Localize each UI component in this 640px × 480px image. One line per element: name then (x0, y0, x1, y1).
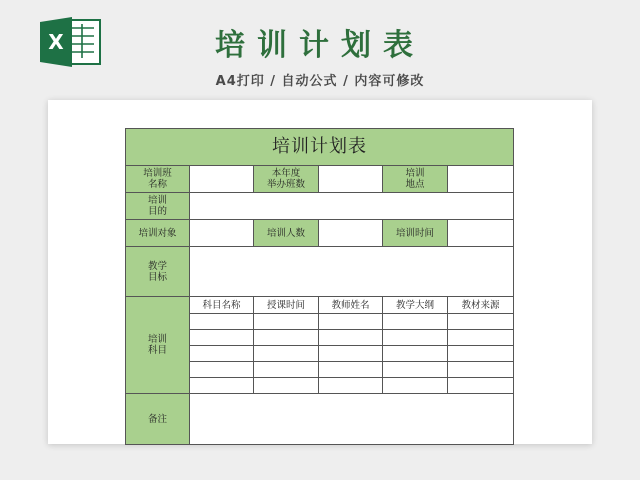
training-purpose-label-line1: 培训 (147, 195, 167, 206)
teaching-goal-label-line2: 目标 (147, 271, 167, 283)
subject-cell[interactable] (383, 362, 448, 378)
subject-cell[interactable] (254, 314, 319, 330)
excel-logo-icon (36, 14, 104, 70)
subject-cell[interactable] (319, 346, 383, 362)
lecture-time-header: 授课时间 (254, 297, 319, 314)
class-name-label (126, 166, 190, 193)
syllabus-header: 教学大纲 (383, 297, 448, 314)
subject-cell[interactable] (448, 330, 514, 346)
subject-cell[interactable] (190, 330, 254, 346)
annual-classes-label-line1: 本年度 (271, 168, 301, 179)
trainee-count-field[interactable] (319, 220, 383, 247)
teaching-goal-label-line1: 教学 (147, 260, 167, 272)
document-page (48, 100, 592, 444)
training-purpose-field[interactable] (190, 193, 514, 220)
material-source-header: 教材来源 (448, 297, 514, 314)
training-purpose-label (126, 193, 190, 220)
training-place-field[interactable] (448, 166, 514, 193)
subject-cell[interactable] (448, 314, 514, 330)
subject-cell[interactable] (254, 346, 319, 362)
class-name-label-line2: 名称 (147, 179, 167, 190)
subject-cell[interactable] (383, 314, 448, 330)
training-place-label-line1: 培训 (405, 168, 425, 179)
training-target-field[interactable] (190, 220, 254, 247)
subject-cell[interactable] (190, 314, 254, 330)
svg-text:X: X (48, 30, 64, 54)
form-title: 培训计划表 (126, 129, 514, 166)
training-subjects-label-line1: 培训 (147, 334, 167, 345)
subject-cell[interactable] (448, 346, 514, 362)
subject-cell[interactable] (319, 378, 383, 394)
subject-cell[interactable] (319, 330, 383, 346)
training-subjects-label-line2: 科目 (147, 345, 167, 356)
remarks-field[interactable] (190, 394, 514, 445)
subject-cell[interactable] (190, 346, 254, 362)
subject-cell[interactable] (383, 330, 448, 346)
training-time-label: 培训时间 (383, 220, 448, 247)
trainee-count-label: 培训人数 (254, 220, 319, 247)
subject-cell[interactable] (319, 314, 383, 330)
annual-classes-field[interactable] (319, 166, 383, 193)
annual-classes-label (254, 166, 319, 193)
annual-classes-label-line2: 举办班数 (266, 179, 305, 190)
banner-title: 培训计划表 (215, 28, 425, 63)
subject-cell[interactable] (448, 378, 514, 394)
class-name-label-line1: 培训班 (143, 168, 172, 179)
training-purpose-label-line2: 目的 (147, 206, 167, 217)
class-name-field[interactable] (190, 166, 254, 193)
training-target-label: 培训对象 (126, 220, 190, 247)
training-plan-table (125, 128, 514, 445)
banner-subtitle: A4打印 / 自动公式 / 内容可修改 (215, 74, 425, 89)
subject-cell[interactable] (254, 330, 319, 346)
subject-cell[interactable] (383, 346, 448, 362)
subject-cell[interactable] (190, 378, 254, 394)
training-place-label (383, 166, 448, 193)
training-subjects-label (126, 297, 190, 394)
subject-name-header: 科目名称 (190, 297, 254, 314)
subject-cell[interactable] (319, 362, 383, 378)
remarks-label: 备注 (126, 394, 190, 445)
subject-cell[interactable] (254, 362, 319, 378)
subject-cell[interactable] (383, 378, 448, 394)
subject-cell[interactable] (448, 362, 514, 378)
training-place-label-line2: 地点 (405, 179, 425, 190)
training-time-field[interactable] (448, 220, 514, 247)
subject-cell[interactable] (190, 362, 254, 378)
teacher-name-header: 教师姓名 (319, 297, 383, 314)
subject-cell[interactable] (254, 378, 319, 394)
teaching-goal-field[interactable] (190, 247, 514, 297)
teaching-goal-label (126, 247, 190, 297)
